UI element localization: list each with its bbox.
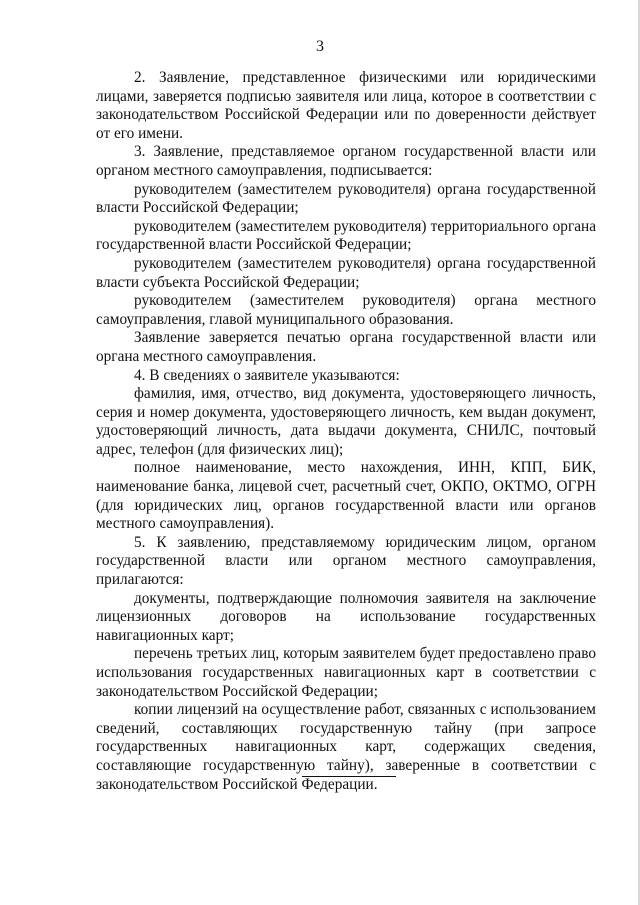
attachment-authority-documents: документы, подтверждающие полномочия заявителя на заключение лицензионных договоров на использование государственных навигационных карт; — [96, 589, 596, 644]
attachment-third-parties-list: перечень третьих лиц, которым заявителем будет предоставлено право использования государственных навигационных карт в соответствии с законодательством Российской Федерации; — [96, 645, 596, 700]
end-separator-line — [302, 776, 396, 777]
signatory-federal-head: руководителем (заместителем руководителя) органа государственной власти Российской Федерации; — [96, 180, 596, 217]
page-number: 3 — [316, 38, 324, 55]
signatory-subject-head: руководителем (заместителем руководителя) органа государственной власти субъекта Российской Федерации; — [96, 254, 596, 291]
seal-requirement: Заявление заверяется печатью органа государственной власти или органа местного самоуправления. — [96, 329, 596, 365]
paragraph-2-signature: 2. Заявление, представленное физическими или юридическими лицами, заверяется подписью заявителя или лица, которое в соответствии с законодательством Российской Федерации или по доверенности действует от его имени. — [96, 69, 596, 142]
attachment-license-copies: копии лицензий на осуществление работ, связанных с использованием сведений, составляющих государственную тайну (при запросе государственных навигационных карт, содержащих сведения, составляющие государственную тайну), заверенные в соответствии с законодательством Российской Федерации. — [96, 701, 596, 793]
paragraph-5-attachments: 5. К заявлению, представляемому юридическим лицом, органом государственной власти или органом местного самоуправления, прилагаются: — [96, 533, 596, 589]
applicant-info-individuals: фамилия, имя, отчество, вид документа, удостоверяющего личность, серия и номер документа, удостоверяющего личность, кем выдан документ, удостоверяющий личность, дата выдачи документа, СНИЛС, почтовый адрес, телефон (для физических лиц); — [96, 385, 596, 458]
paragraph-3-signatories: 3. Заявление, представляемое органом государственной власти или органом местного самоуправления, подписывается: — [96, 143, 596, 179]
paragraph-4-applicant-info: 4. В сведениях о заявителе указываются: — [134, 366, 400, 384]
signatory-local-head: руководителем (заместителем руководителя) органа местного самоуправления, главой муниципального образования. — [96, 292, 596, 328]
signatory-territorial-head: руководителем (заместителем руководителя) территориального органа государственной власти Российской Федерации; — [96, 217, 596, 254]
applicant-info-legal-entities: полное наименование, место нахождения, ИНН, КПП, БИК, наименование банка, лицевой счет, расчетный счет, ОКПО, ОКТМО, ОГРН (для юридических лиц, органов государственной власти или органов местного самоуправления). — [96, 459, 596, 533]
document-body — [96, 69, 596, 794]
